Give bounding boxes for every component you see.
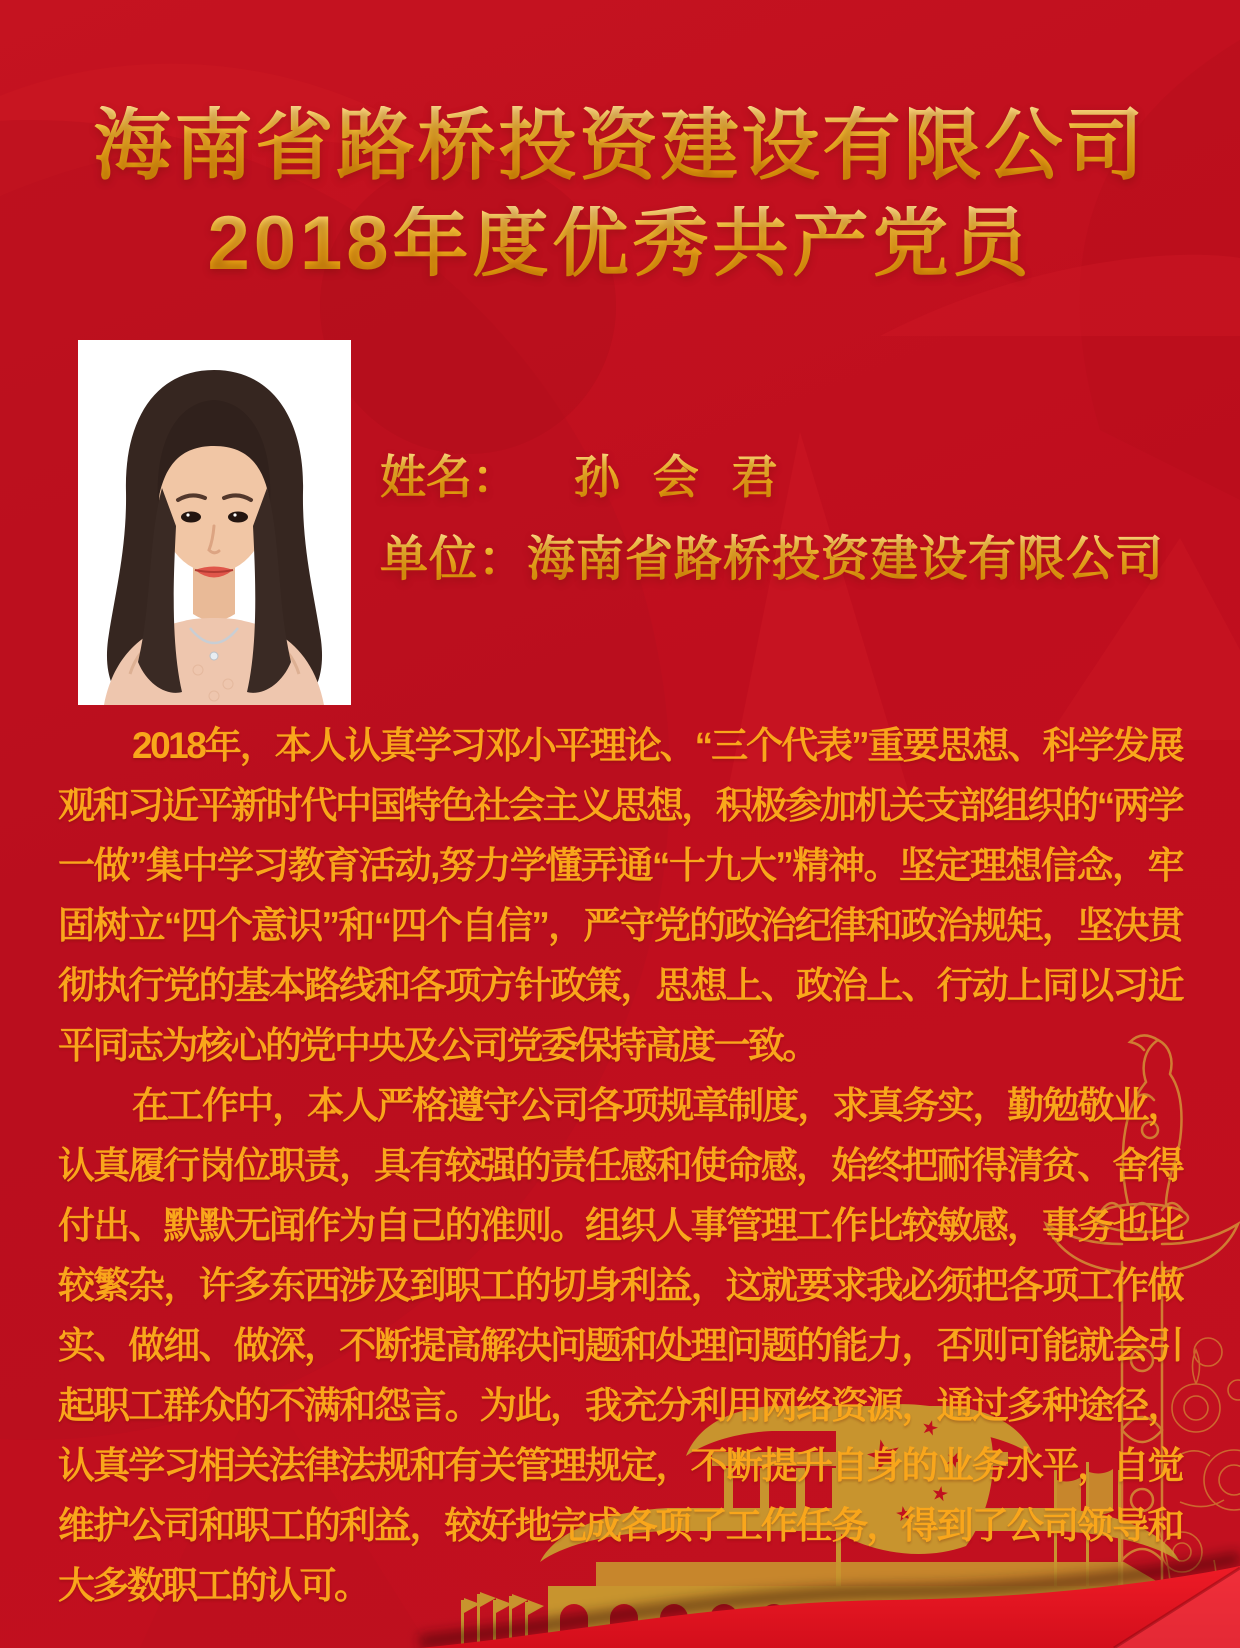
profile-info — [380, 450, 1164, 589]
poster-title-line1: 海南省路桥投资建设有限公司 — [0, 106, 1240, 184]
body-text — [58, 716, 1182, 1616]
poster-title-line2: 2018年度优秀共产党员 — [0, 206, 1240, 282]
unit-row — [380, 531, 1164, 589]
name-value: 孙 会 君 — [574, 451, 788, 503]
body-paragraph-1: 2018年，本人认真学习邓小平理论、“三个代表”重要思想、科学发展观和习近平新时代中国特色社会主义思想，积极参加机关支部组织的“两学一做”集中学习教育活动,努力学懂弄通“十九大”精神。坚定理想信念，牢固树立“四个意识”和“四个自信”，严守党的政治纪律和政治规矩，坚决贯彻执行党的基本路线和各项方针政策，思想上、政治上、行动上同以习近平同志为核心的党中央及公司党委保持高度一致。 — [58, 725, 1182, 1066]
poster-header — [0, 101, 1240, 286]
name-label: 姓名： — [380, 451, 518, 503]
portrait-photo — [78, 340, 351, 705]
name-row — [380, 450, 1164, 505]
unit-label: 单位： — [380, 533, 528, 587]
unit-value: 海南省路桥投资建设有限公司 — [527, 533, 1165, 587]
body-paragraph-2: 在工作中，本人严格遵守公司各项规章制度，求真务实，勤勉敬业，认真履行岗位职责，具有较强的责任感和使命感，始终把耐得清贫、舍得付出、默默无闻作为自己的准则。组织人事管理工作比较敏感，事务也比较繁杂，许多东西涉及到职工的切身利益，这就要求我必须把各项工作做实、做细、做深，不断提高解决问题和处理问题的能力，否则可能就会引起职工群众的不满和怨言。为此，我充分利用网络资源，通过多种途径，认真学习相关法律法规和有关管理规定，不断提升自身的业务水平，自觉维护公司和职工的利益，较好地完成各项了工作任务，得到了公司领导和大多数职工的认可。 — [58, 1085, 1182, 1606]
portrait-illustration — [78, 340, 351, 705]
